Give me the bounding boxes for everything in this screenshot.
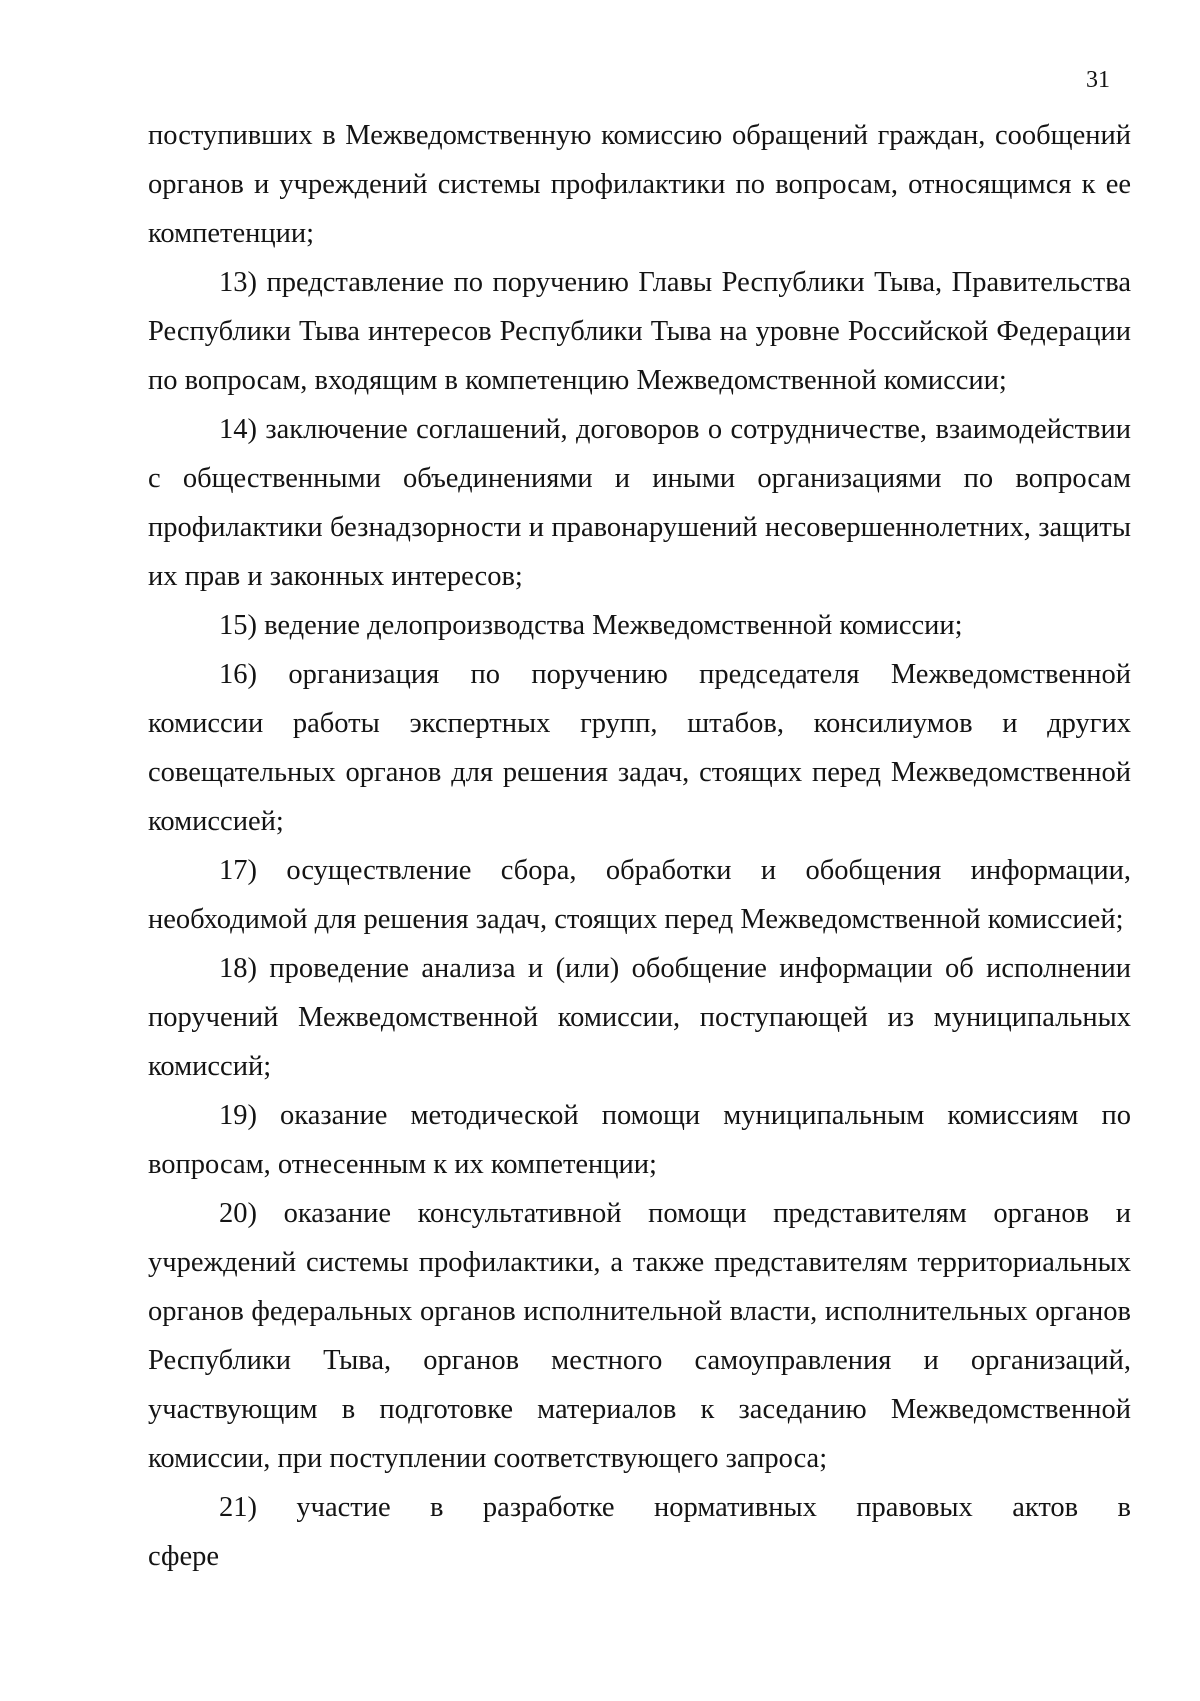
document-body — [148, 111, 1131, 1581]
paragraph-item-20: 20) оказание консультативной помощи представителям органов и учреждений системы профилактики, а также представителям территориальных органов федеральных органов исполнительной власти, исполнительных органов Республики Тыва, органов местного самоуправления и организаций, участвующим в подготовке материалов к заседанию Межведомственной комиссии, при поступлении соответствующего запроса; — [148, 1198, 1131, 1474]
paragraph-item-16: 16) организация по поручению председателя Межведомственной комиссии работы экспертных групп, штабов, консилиумов и других совещательных органов для решения задач, стоящих перед Межведомственной комиссией; — [148, 659, 1131, 837]
paragraph-item-15: 15) ведение делопроизводства Межведомственной комиссии; — [219, 610, 963, 641]
paragraph-item-17: 17) осуществление сбора, обработки и обобщения информации, необходимой для решения задач, стоящих перед Межведомственной комиссией; — [148, 855, 1131, 935]
paragraph-item-18: 18) проведение анализа и (или) обобщение информации об исполнении поручений Межведомственной комиссии, поступающей из муниципальных комиссий; — [148, 953, 1131, 1082]
paragraph-item-13: 13) представление по поручению Главы Республики Тыва, Правительства Республики Тыва интересов Республики Тыва на уровне Российской Федерации по вопросам, входящим в компетенцию Межведомственной комиссии; — [148, 267, 1131, 396]
paragraph-item-21: 21) участие в разработке нормативных правовых актов в сфере — [148, 1492, 1131, 1572]
paragraph-item-14: 14) заключение соглашений, договоров о сотрудничестве, взаимодействии с общественными объединениями и иными организациями по вопросам профилактики безнадзорности и правонарушений несовершеннолетних, защиты их прав и законных интересов; — [148, 414, 1131, 592]
page-number: 31 — [1086, 67, 1110, 93]
paragraph-continuation: поступивших в Межведомственную комиссию обращений граждан, сообщений органов и учреждений системы профилактики по вопросам, относящимся к ее компетенции; — [148, 120, 1131, 249]
paragraph-item-19: 19) оказание методической помощи муниципальным комиссиям по вопросам, отнесенным к их компетенции; — [148, 1100, 1131, 1180]
